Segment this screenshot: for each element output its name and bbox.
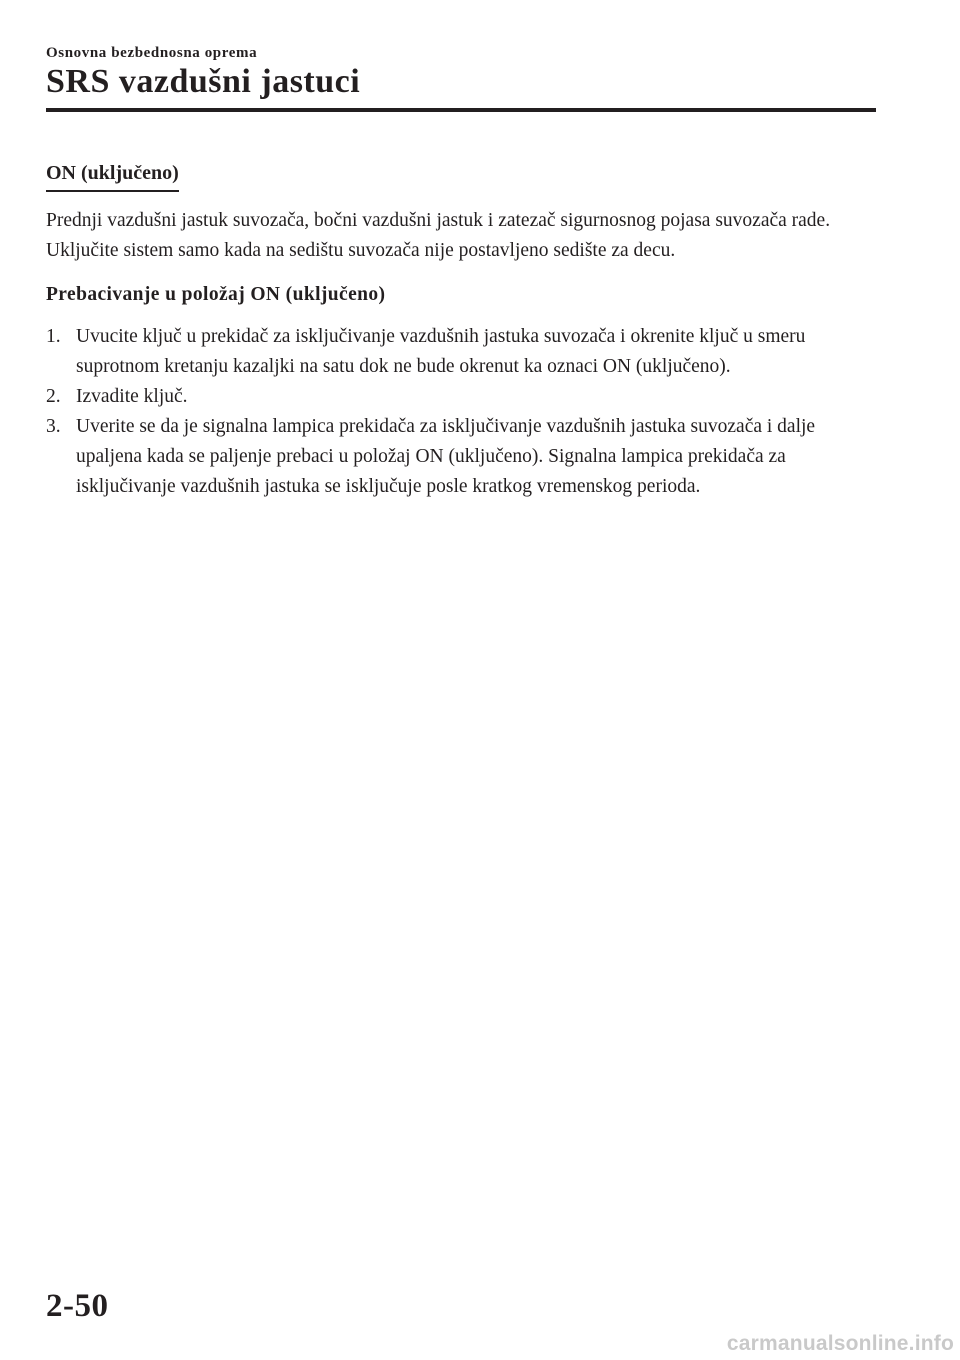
- watermark: carmanualsonline.info: [726, 1332, 954, 1355]
- steps-list: [46, 322, 882, 502]
- step-text: Uverite se da je signalna lampica prekidača za isključivanje vazdušnih jastuka suvozača i dalje upaljena kada se paljenje prebaci u položaj ON (uključeno). Signalna lampica prekidača za isključivanje vazdušnih jastuka se isključuje posle kratkog vremenskog perioda.: [76, 416, 816, 497]
- sub-heading: ON (uključeno): [46, 158, 179, 192]
- section-label: Osnovna bezbednosna oprema: [46, 45, 258, 61]
- step-item: [46, 382, 882, 412]
- step-item: [46, 412, 882, 502]
- step-item: [46, 322, 882, 382]
- step-number: 3.: [46, 416, 61, 437]
- step-text: Izvadite ključ.: [76, 386, 188, 407]
- content: [46, 158, 882, 502]
- step-number: 1.: [46, 326, 61, 347]
- page-number: 2-50: [46, 1288, 109, 1324]
- title-rule: [46, 108, 876, 112]
- step-text: Uvucite ključ u prekidač za isključivanje vazdušnih jastuka suvozača i okrenite ključ u smeru suprotnom kretanju kazaljki na satu dok ne bude okrenut ka oznaci ON (uključeno).: [76, 326, 806, 377]
- step-number: 2.: [46, 386, 61, 407]
- page-title: SRS vazdušni jastuci: [46, 63, 361, 100]
- description-paragraph: Prednji vazdušni jastuk suvozača, bočni vazdušni jastuk i zatezač sigurnosnog pojasa suvozača rade. Uključite sistem samo kada na sedištu suvozača nije postavljeno sedište za decu.: [46, 210, 831, 261]
- procedure-heading: Prebacivanje u položaj ON (uključeno): [46, 284, 386, 305]
